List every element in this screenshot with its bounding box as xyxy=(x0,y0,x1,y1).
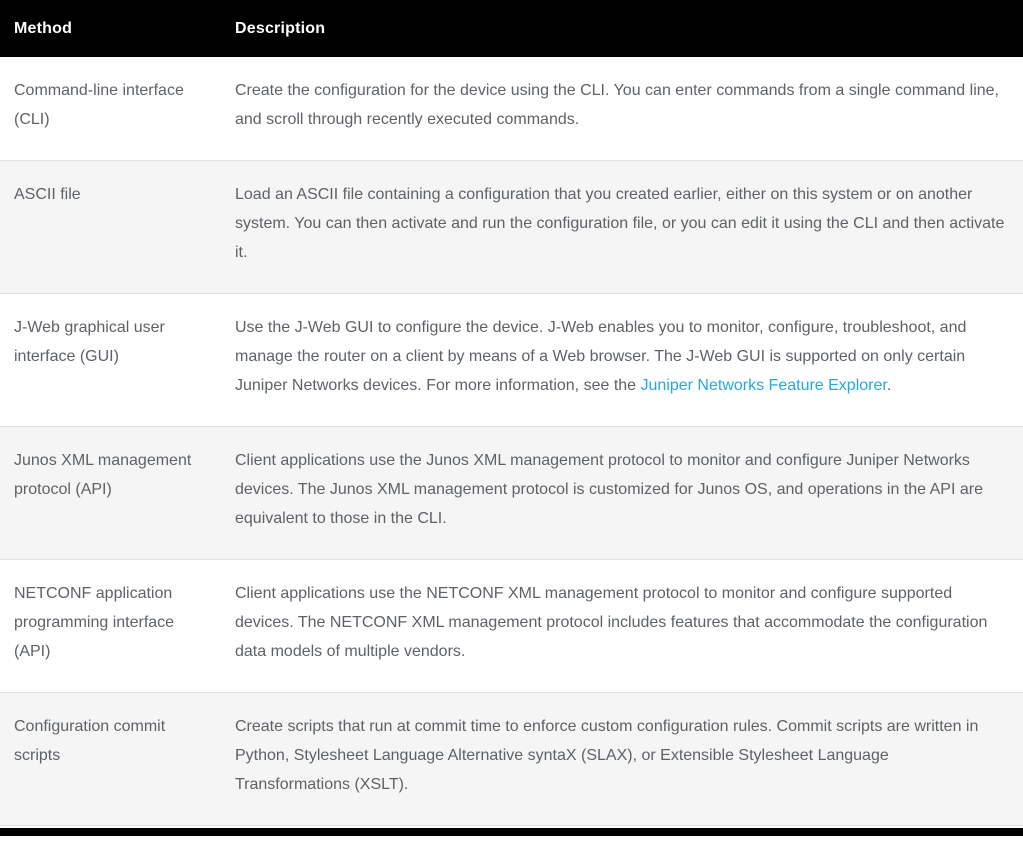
bottom-black-bar xyxy=(0,828,1023,836)
method-cell: Command-line interface (CLI) xyxy=(14,82,184,128)
feature-explorer-link[interactable]: Juniper Networks Feature Explorer xyxy=(640,377,887,394)
table-row-cli xyxy=(0,57,1023,160)
method-cell: ASCII file xyxy=(14,186,81,203)
table-row-jweb xyxy=(0,293,1023,426)
method-cell: NETCONF application programming interface (API) xyxy=(14,585,175,660)
description-text: . xyxy=(886,377,892,394)
description-text: Use the J-Web GUI to configure the device. J-Web enables you to monitor, configure, troubleshoot, and manage the router on a client by means of a Web browser. The J-Web GUI is supported on only certain Juniper Networks devices. For more information, see the xyxy=(235,319,967,394)
description-cell: Create the configuration for the device using the CLI. You can enter commands from a single command line, and scroll through recently executed commands. xyxy=(235,82,999,128)
description-cell: Create scripts that run at commit time to enforce custom configuration rules. Commit scripts are written in Python, Stylesheet Language Alternative syntaX (SLAX), or Extensible Stylesheet Language Transformations (XSLT). xyxy=(235,718,979,793)
description-cell xyxy=(221,294,1023,426)
method-cell: Configuration commit scripts xyxy=(14,718,166,764)
table-row-junos-xml xyxy=(0,426,1023,559)
table-header-row xyxy=(0,0,1023,57)
description-cell: Client applications use the Junos XML management protocol to monitor and configure Juniper Networks devices. The Junos XML management protocol is customized for Junos OS, and operations in the API are equivalent to those in the CLI. xyxy=(235,452,983,527)
column-header-method: Method xyxy=(14,19,73,37)
method-cell: Junos XML management protocol (API) xyxy=(14,452,192,498)
table-row-ascii-file xyxy=(0,160,1023,293)
description-cell: Client applications use the NETCONF XML management protocol to monitor and configure supported devices. The NETCONF XML management protocol includes features that accommodate the configuration data models of multiple vendors. xyxy=(235,585,988,660)
table-row-netconf xyxy=(0,559,1023,692)
method-cell: J-Web graphical user interface (GUI) xyxy=(14,319,165,365)
table-row-commit-scripts xyxy=(0,692,1023,825)
description-cell: Load an ASCII file containing a configuration that you created earlier, either on this system or on another system. You can then activate and run the configuration file, or you can edit it using the CLI and then activate it. xyxy=(235,186,1005,261)
column-header-description: Description xyxy=(235,19,326,37)
